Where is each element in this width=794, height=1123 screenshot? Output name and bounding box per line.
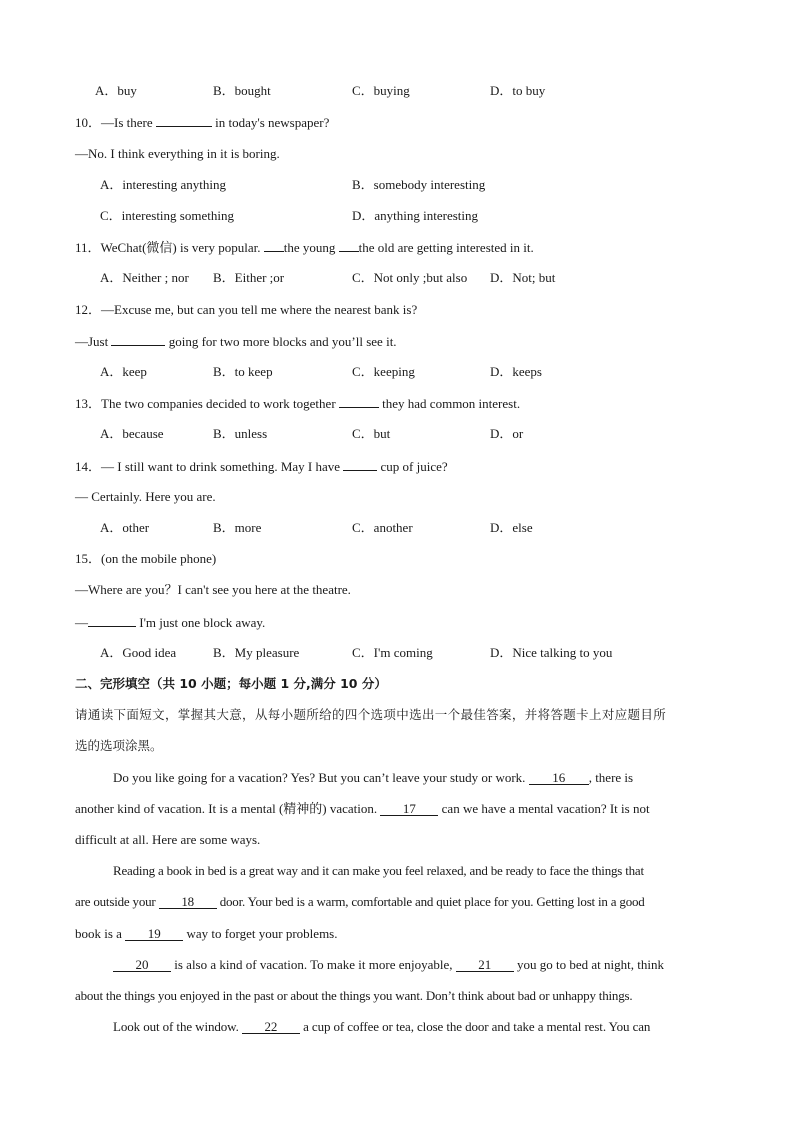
passage-text: book is a xyxy=(75,926,122,941)
q13-stem-pre: 13．The two companies decided to work together xyxy=(75,396,336,411)
section-instructions-line1: 请通读下面短文，掌握其大意，从每小题所给的四个选项中选出一个最佳答案，并将答题卡上对应题目所 xyxy=(75,707,667,722)
q14-option-a: A．other xyxy=(100,520,150,535)
passage-text: can we have a mental vacation? It is not xyxy=(441,801,650,816)
q12-option-b: B．to keep xyxy=(213,364,273,379)
section-heading: 二、完形填空（共 10 小题；每小题 1 分,满分 10 分） xyxy=(75,676,387,691)
q15-option-a: A．Good idea xyxy=(100,645,177,660)
q9-option-a: A．buy xyxy=(95,83,137,98)
q11-option-d: D．Not; but xyxy=(490,270,556,285)
blank-20: 20 xyxy=(113,958,171,972)
q10-option-a: A．interesting anything xyxy=(100,177,227,192)
q12-stem: 12．—Excuse me, but can you tell me where the nearest bank is? xyxy=(75,302,418,317)
q12-option-a: A．keep xyxy=(100,364,147,379)
q11-option-a: A．Neither ; nor xyxy=(100,270,189,285)
q10-stem xyxy=(75,113,329,132)
passage-text: you go to bed at night, think xyxy=(517,957,664,972)
q13-option-b: B．unless xyxy=(213,426,268,441)
passage-p1-line3: difficult at all. Here are some ways. xyxy=(75,832,261,847)
q15-option-d: D．Nice talking to you xyxy=(490,645,613,660)
passage-p3-line2: about the things you enjoyed in the past or about the things you want. Don’t think about bad or unhappy things. xyxy=(75,988,633,1003)
q11-stem xyxy=(75,238,534,257)
blank-19: 19 xyxy=(125,927,183,941)
q12-option-d: D．keeps xyxy=(490,364,542,379)
q14-option-c: C．another xyxy=(352,520,413,535)
passage-text: way to forget your problems. xyxy=(186,926,338,941)
blank-16: 16 xyxy=(529,771,589,785)
passage-p2-line3 xyxy=(75,925,338,943)
q11-stem-mid: the young xyxy=(283,240,336,255)
q14-stem xyxy=(75,457,448,476)
q9-option-c: C．buying xyxy=(352,83,410,98)
q15-response xyxy=(75,613,265,632)
q15-response-pre: — xyxy=(75,615,88,630)
q13-blank xyxy=(339,394,379,408)
passage-text: a cup of coffee or tea, close the door and take a mental rest. You can xyxy=(303,1019,651,1034)
q10-stem-post: in today's newspaper? xyxy=(215,115,330,130)
q11-stem-post: the old are getting interested in it. xyxy=(358,240,534,255)
q10-option-c: C．interesting something xyxy=(100,208,234,223)
passage-p1-line2 xyxy=(75,800,650,818)
q12-response xyxy=(75,332,397,351)
q13-stem-post: they had common interest. xyxy=(382,396,521,411)
q12-option-c: C．keeping xyxy=(352,364,415,379)
passage-text: is also a kind of vacation. To make it more enjoyable, xyxy=(174,957,453,972)
passage-text: door. Your bed is a warm, comfortable and quiet place for you. Getting lost in a good xyxy=(219,894,645,909)
q13-stem xyxy=(75,394,520,413)
q13-option-d: D．or xyxy=(490,426,524,441)
q11-option-c: C．Not only ;but also xyxy=(352,270,468,285)
q10-option-b: B．somebody interesting xyxy=(352,177,486,192)
blank-22: 22 xyxy=(242,1020,300,1034)
q11-stem-pre: 11．WeChat(微信) is very popular. xyxy=(75,240,261,255)
q12-response-post: going for two more blocks and you’ll see it. xyxy=(168,334,397,349)
q15-question: —Where are you？I can't see you here at the theatre. xyxy=(75,582,351,597)
passage-p2-line1: Reading a book in bed is a great way and it can make you feel relaxed, and be ready to face the things that xyxy=(113,863,644,878)
q9-option-b: B．bought xyxy=(213,83,271,98)
q14-option-b: B．more xyxy=(213,520,262,535)
q13-option-a: A．because xyxy=(100,426,164,441)
q10-option-d: D．anything interesting xyxy=(352,208,479,223)
blank-21: 21 xyxy=(456,958,514,972)
q14-option-d: D．else xyxy=(490,520,533,535)
q14-stem-pre: 14．— I still want to drink something. May I have xyxy=(75,459,341,474)
passage-p2-line2 xyxy=(75,893,645,911)
q12-blank xyxy=(111,332,165,346)
q11-blank-1 xyxy=(264,238,284,252)
passage-text: Do you like going for a vacation? Yes? But you can’t leave your study or work. xyxy=(113,770,526,785)
passage-text: another kind of vacation. It is a mental (精神的) vacation. xyxy=(75,801,378,816)
q11-blank-2 xyxy=(339,238,359,252)
passage-p3-line1 xyxy=(113,956,664,974)
passage-text: are outside your xyxy=(75,894,156,909)
q15-context: 15．(on the mobile phone) xyxy=(75,551,217,566)
q12-response-pre: —Just xyxy=(75,334,109,349)
q11-option-b: B．Either ;or xyxy=(213,270,285,285)
q14-reply: — Certainly. Here you are. xyxy=(75,489,216,504)
section-instructions-line2: 选的选项涂黑。 xyxy=(75,738,163,753)
q14-stem-post: cup of juice? xyxy=(380,459,448,474)
passage-text: , there is xyxy=(588,770,634,785)
passage-text: Look out of the window. xyxy=(113,1019,239,1034)
passage-p1-line1 xyxy=(113,769,633,787)
q15-option-b: B．My pleasure xyxy=(213,645,300,660)
q9-option-d: D．to buy xyxy=(490,83,546,98)
passage-p4-line1 xyxy=(113,1018,650,1036)
blank-17: 17 xyxy=(380,802,438,816)
blank-18: 18 xyxy=(159,895,217,909)
q15-option-c: C．I'm coming xyxy=(352,645,433,660)
q15-blank xyxy=(88,613,136,627)
q15-response-post: I'm just one block away. xyxy=(139,615,266,630)
q10-stem-pre: 10．—Is there xyxy=(75,115,153,130)
q13-option-c: C．but xyxy=(352,426,391,441)
q10-blank xyxy=(156,113,212,127)
q10-reply: —No. I think everything in it is boring. xyxy=(75,146,280,161)
q14-blank xyxy=(343,457,377,471)
